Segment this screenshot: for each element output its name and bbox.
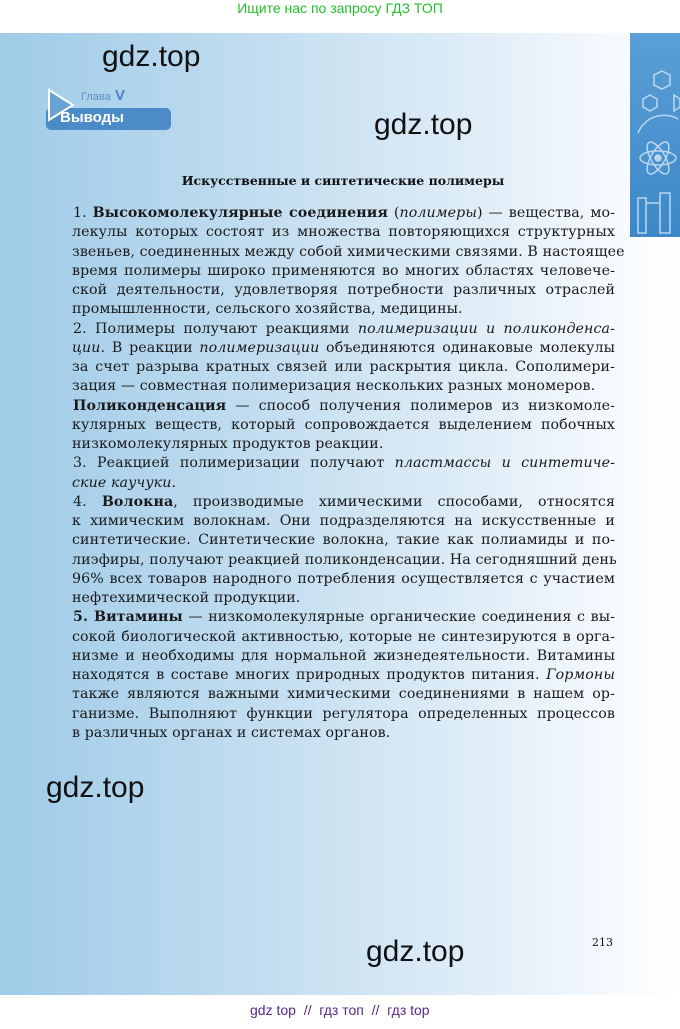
text-segment: объединяются одинаковые молекулы <box>319 339 615 356</box>
text-line <box>72 320 615 339</box>
search-banner: Ищите нас по запросу ГДЗ ТОП <box>237 0 443 16</box>
text-segment: зация — совместная полимеризация нескольких разных мономеров. <box>72 378 596 395</box>
text-line <box>72 647 615 666</box>
text-line <box>72 243 625 262</box>
text-line <box>72 435 615 454</box>
text-segment: полимеры <box>399 205 477 221</box>
watermark: gdz.top <box>46 771 145 804</box>
text-line <box>72 358 615 377</box>
text-segment: ) — вещества, мо- <box>476 205 615 221</box>
text-segment: — способ получения полимеров из низкомоле- <box>226 397 615 414</box>
text-segment: синтетические. Синтетические волокна, такие как полиамиды и по- <box>72 532 615 549</box>
text-line <box>72 705 615 724</box>
text-line <box>72 531 615 550</box>
text-line <box>72 493 615 512</box>
text-line <box>72 724 615 743</box>
text-line <box>72 300 615 319</box>
text-segment: к химическим волокнам. Они подразделяются на искусственные и <box>72 513 615 529</box>
text-segment: ской деятельности, удовлетворяя потребности различных отраслей <box>72 282 615 298</box>
text-segment: лекулы которых состоят из множества повторяющихся структурных <box>72 224 615 241</box>
text-line <box>72 628 615 647</box>
watermark: gdz.top <box>374 108 473 141</box>
text-line <box>72 551 615 570</box>
page-number: 213 <box>592 936 613 949</box>
text-segment: сокой биологической активностью, которые не синтезируются в орга- <box>72 628 615 645</box>
text-segment: полимеризации и поликонденса- <box>357 320 615 337</box>
text-segment: 3. Реакцией полимеризации получают <box>73 455 395 472</box>
text-segment: промышленности, сельского хозяйства, медицины. <box>72 301 463 318</box>
chapter-glava: Глава <box>81 91 111 103</box>
text-line <box>72 666 615 685</box>
text-segment: , производимые химическими способами, относятся <box>173 493 615 510</box>
text-segment: также являются важными химическими соединениями в нашем ор- <box>72 686 615 703</box>
text-segment: ции <box>72 339 101 356</box>
text-segment: за счет разрыва кратных связей или раскрытия цикла. Сополимери- <box>72 359 615 375</box>
text-line <box>72 223 615 242</box>
text-line <box>72 397 615 416</box>
text-segment: 5. Витамины <box>73 609 183 626</box>
footer-links: gdz top // гдз топ // гдз top <box>250 1002 430 1018</box>
text-segment: Гормоны <box>546 667 615 683</box>
molecule-atom-icon <box>630 33 680 237</box>
text-segment: полимеризации <box>199 339 320 356</box>
text-segment: время полимеры широко применяются во многих областях человече- <box>72 262 615 279</box>
text-line <box>72 377 615 396</box>
text-segment: ганизме. Выполняют функции регулятора определенных процессов <box>72 705 615 722</box>
section-title: Искусственные и синтетические полимеры <box>181 173 505 188</box>
text-segment: нефтехимической продукции. <box>72 590 301 606</box>
text-segment: 4. <box>73 493 102 510</box>
text-segment: . В реакции <box>100 339 200 356</box>
text-segment: кулярных веществ, который сопровождается выделением побочных <box>72 416 615 433</box>
text-line <box>72 281 615 300</box>
text-segment: Поликонденсация <box>73 397 227 414</box>
chapter-number: V <box>115 87 126 104</box>
text-segment: . <box>171 474 177 491</box>
text-segment: низкомолекулярных продуктов реакции. <box>72 436 384 452</box>
text-segment: Высокомолекулярные соединения <box>92 205 388 221</box>
text-segment: 96% всех товаров народного потребления осуществляется с участием <box>72 570 615 587</box>
text-line <box>72 685 615 704</box>
text-segment: в различных органах и системах органов. <box>72 724 391 741</box>
text-line <box>72 454 615 473</box>
text-segment: пластмассы и синтетиче- <box>394 455 616 472</box>
text-segment: лиэфиры, получают реакцией поликонденсации. На сегодняшний день <box>72 551 617 568</box>
text-line <box>72 204 615 223</box>
text-segment: 2. Полимеры получают реакциями <box>73 320 358 337</box>
text-segment: ские каучуки <box>72 474 172 491</box>
text-line <box>72 262 615 281</box>
text-segment: 1. <box>73 205 93 221</box>
text-segment: находятся в составе многих природных продуктов питания. <box>72 667 547 683</box>
watermark: gdz.top <box>366 935 465 968</box>
body-text <box>72 204 625 743</box>
text-line <box>72 570 615 589</box>
text-segment: — низкомолекулярные органические соединения с вы- <box>182 609 615 626</box>
chapter-label: Выводы <box>60 109 124 126</box>
text-segment: Волокна <box>101 493 174 510</box>
text-line <box>72 608 615 627</box>
text-line <box>72 416 615 435</box>
text-line <box>72 339 615 358</box>
watermark: gdz.top <box>102 40 201 73</box>
text-segment: ( <box>387 205 400 221</box>
text-segment: звеньев, соединенных между собой химическими связями. В настоящее <box>72 243 625 260</box>
text-line <box>72 589 615 608</box>
text-segment: низме и необходимы для нормальной жизнедеятельности. Витамины <box>72 647 615 664</box>
chemistry-decor-strip <box>630 33 680 237</box>
text-line <box>72 474 615 493</box>
text-line <box>72 512 615 531</box>
